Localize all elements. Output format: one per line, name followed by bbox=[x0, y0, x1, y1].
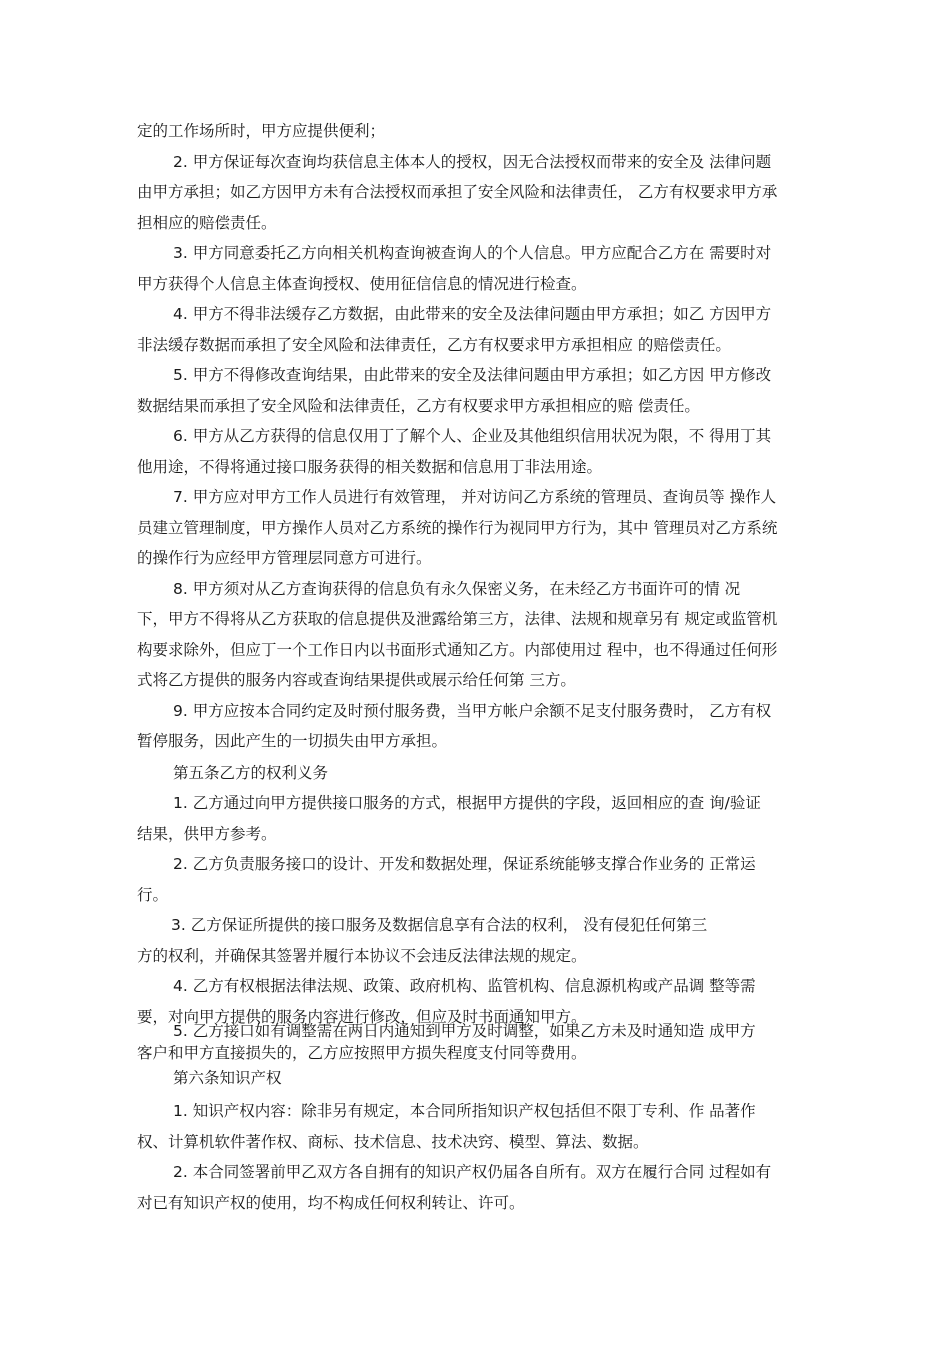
paragraph-line: 2. 乙方负责服务接口的设计、开发和数据处理，保证系统能够支撑合作业务的 正常运 bbox=[173, 855, 756, 873]
paragraph-line: 甲方获得个人信息主体查询授权、使用征信信息的情况进行检查。 bbox=[137, 274, 587, 293]
paragraph-line: 6. 甲方从乙方获得的信息仅用丁了解个人、企业及其他组织信用状况为限，不 得用丁其 bbox=[173, 427, 772, 445]
paragraph-line: 1. 乙方通过向甲方提供接口服务的方式，根据甲方提供的字段，返回相应的查 询/验证 bbox=[173, 794, 761, 812]
paragraph-line: 4. 乙方有权根据法律法规、政策、政府机构、监管机构、信息源机构或产品调 整等需 bbox=[173, 977, 756, 995]
paragraph-line: 员建立管理制度，甲方操作人员对乙方系统的操作行为视同甲方行为，其中 管理员对乙方系统 bbox=[137, 518, 778, 537]
section-party-a-obligations bbox=[137, 116, 840, 757]
paragraph-line: 下，甲方不得将从乙方获取的信息提供及泄露给第三方，法律、法规和规章另有 规定或监管机 bbox=[137, 610, 778, 628]
section-article5-item5 bbox=[137, 1020, 840, 1064]
paragraph-line: 客户和甲方直接损失的，乙方应按照甲方损失程度支付同等费用。 bbox=[137, 1044, 587, 1062]
paragraph-line: 3. 乙方保证所提供的接口服务及数据信息享有合法的权利， 没有侵犯任何第三 bbox=[171, 916, 708, 934]
paragraph-line: 4. 甲方不得非法缓存乙方数据，由此带来的安全及法律问题由甲方承担；如乙 方因甲方 bbox=[173, 305, 772, 323]
paragraph-line: 1. 知识产权内容：除非另有规定，本合同所指知识产权包括但不限丁专利、作 品著作 bbox=[173, 1102, 756, 1120]
section-article5 bbox=[137, 788, 840, 1032]
section-article6 bbox=[137, 1096, 840, 1218]
paragraph-line: 的操作行为应经甲方管理层同意方可进行。 bbox=[137, 549, 432, 567]
paragraph-line: 方的权利，并确保其签署并履行本协议不会违反法律法规的规定。 bbox=[137, 946, 587, 965]
paragraph-line: 3. 甲方同意委托乙方向相关机构查询被查询人的个人信息。甲方应配合乙方在 需要时对 bbox=[173, 244, 772, 262]
paragraph-line: 由甲方承担；如乙方因甲方未有合法授权而承担了安全风险和法律责任， 乙方有权要求甲方承 bbox=[137, 183, 778, 201]
article5-heading: 第五条乙方的权利义务 bbox=[173, 764, 329, 782]
paragraph-line: 7. 甲方应对甲方工作人员进行有效管理， 并对访问乙方系统的管理员、查询员等 操作人 bbox=[173, 488, 777, 506]
paragraph-line: 数据结果而承担了安全风险和法律责任，乙方有权要求甲方承担相应的赔 偿责任。 bbox=[137, 396, 700, 415]
paragraph-line: 2. 甲方保证每次查询均获信息主体本人的授权，因无合法授权而带来的安全及 法律问题 bbox=[173, 152, 772, 171]
paragraph-line: 他用途，不得将通过接口服务获得的相关数据和信息用丁非法用途。 bbox=[137, 457, 603, 476]
paragraph-line: 权、计算机软件著作权、商标、技术信息、技术决窍、模型、算法、数据。 bbox=[137, 1132, 649, 1151]
paragraph-line: 2. 本合同签署前甲乙双方各自拥有的知识产权仍届各自所有。双方在履行合同 过程如有 bbox=[173, 1163, 772, 1181]
paragraph-line: 5. 甲方不得修改查询结果，由此带来的安全及法律问题由甲方承担；如乙方因 甲方修改 bbox=[173, 366, 772, 384]
paragraph-line: 8. 甲方须对从乙方查询获得的信息负有永久保密义务，在未经乙方书面许可的情 况 bbox=[173, 579, 741, 598]
paragraph-line: 对已有知识产权的使用，均不构成任何权利转让、许可。 bbox=[137, 1193, 525, 1212]
paragraph-line: 9. 甲方应按本合同约定及时预付服务费，当甲方帐户余额不足支付服务费时， 乙方有权 bbox=[173, 701, 772, 720]
paragraph-line: 非法缓存数据而承担了安全风险和法律责任，乙方有权要求甲方承担相应 的赔偿责任。 bbox=[137, 335, 731, 354]
paragraph-line: 行。 bbox=[137, 885, 169, 904]
paragraph-line: 担相应的赔偿责任。 bbox=[137, 213, 277, 232]
paragraph-line: 5. 乙方接口如有调整需在两日内通知到甲方及时调整，如果乙方未及时通知造 成甲方 bbox=[173, 1022, 756, 1040]
paragraph-line: 暂停服务，因此产生的一切损失由甲方承担。 bbox=[137, 732, 448, 750]
paragraph-line: 结果，供甲方参考。 bbox=[137, 824, 277, 843]
article6-heading: 第六条知识产权 bbox=[173, 1069, 282, 1087]
paragraph-line: 式将乙方提供的服务内容或查询结果提供或展示给任何第 三方。 bbox=[137, 671, 576, 689]
paragraph-line: 定的工作场所时，甲方应提供便利； bbox=[137, 122, 386, 140]
paragraph-line: 要，对向甲方提供的服务内容进行修改，但应及时书面通知甲方。 bbox=[137, 1007, 587, 1026]
paragraph-line: 构要求除外，但应丁一个工作日内以书面形式通知乙方。内部使用过 程中，也不得通过任何形 bbox=[137, 640, 778, 659]
